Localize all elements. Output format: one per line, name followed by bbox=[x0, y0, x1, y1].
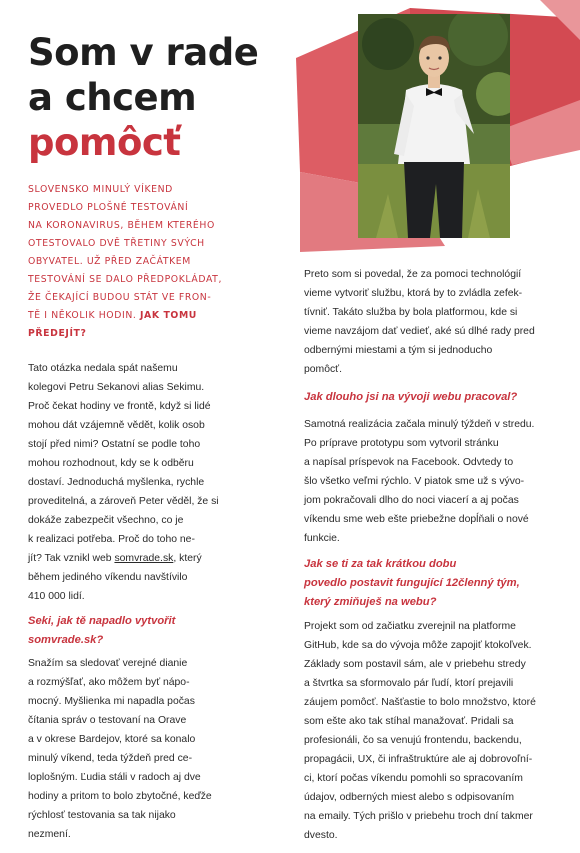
answer-paragraph-seki: Snažím sa sledovať verejné dianie a rozmýšľať, ako môžem byť nápo- mocný. Myšlienka mi napadla počas čítania správ o testovaní na Orave a v okrese Bardejov, ktoré sa konalo minulý víkend, teda týždeň pred ce- loplošným. Ľudia stáli v radoch aj dve hodiny a pritom to bolo zbytočné, keďže rýchlosť testovania sa tak nijako nezmení. bbox=[28, 658, 212, 840]
question-heading-duration: Jak dlouho jsi na vývoji webu pracoval? bbox=[304, 391, 518, 403]
portrait-photo-illustration bbox=[358, 14, 510, 238]
right-paragraph-1: Preto som si povedal, že za pomoci technológií vieme vytvoriť službu, ktorá by to zvládla zefek- tívniť. Takáto služba by bola platformou, kde si vieme navzájom dať vedieť, aké sú dlhé rady pred odbernými miestami a tým si jednoducho pomôcť. bbox=[304, 269, 535, 375]
question-heading-seki: Seki, jak tě napadlo vytvořit somvrade.sk? bbox=[28, 615, 176, 646]
lead-question-cont: PŘEDEJÍT? bbox=[28, 328, 87, 339]
right-paragraph-2: Samotná realizácia začala minulý týždeň v stredu. Po príprave prototypu som vytvoril stránku a napísal príspevok na Facebook. Odvtedy to šlo všetko veľmi rýchlo. V piatok sme už s vývo- jom pokračovali dlho do noci viacerí a aj počas víkendu sme web ešte priebežne dopĺňali o nové funkcie. bbox=[304, 419, 535, 544]
somvrade-link[interactable]: somvrade.sk bbox=[114, 553, 174, 564]
intro-paragraph: Tato otázka nedala spát našemu kolegovi Petru Sekanovi alias Sekimu. Proč čekat hodiny ve frontě, když si lidé mohou dát vzájemně vědět, kolik osob stojí před nimi? Ostatní se podle toho mohou rozhodnout, kdy se k odběru dostaví. Jednoduchá myšlenka, rychle proveditelná, a zároveň Peter věděl, že si dokáže zabezpečit všechno, co je k realizaci potřeba. Proč do toho ne- jít? Tak vznikl web somvrade.sk, který během jediného víkendu navštívilo 410 000 lidí. bbox=[28, 363, 219, 602]
title-line-1: Som v rade bbox=[28, 31, 259, 74]
question-heading-team: Jak se ti za tak krátkou dobu povedlo postavit fungující 12členný tým, který zmiňuješ na webu? bbox=[304, 558, 520, 608]
lead-question: JAK TOMU bbox=[140, 310, 197, 321]
lead-paragraph: SLOVENSKO MINULÝ VÍKEND PROVEDLO PLOŠNÉ TESTOVÁNÍ NA KORONAVIRUS, BĚHEM KTERÉHO OTESTOVALO DVĚ TŘETINY SVÝCH OBYVATEL. UŽ PŘED ZAČÁTKEM TESTOVÁNÍ SE DALO PŘEDPOKLÁDAT, ŽE ČEKAJÍCÍ BUDOU STÁT VE FRON- TĚ I NĚKOLIK HODIN. JAK TOMU PŘEDEJÍT? bbox=[28, 184, 223, 339]
title-line-3: pomôcť bbox=[28, 121, 181, 164]
right-paragraph-3: Projekt som od začiatku zverejnil na platforme GitHub, kde sa do vývoja môže zapojiť ktokoľvek. Základy som postavil sám, ale v priebehu stredy a štvrtka sa sformovalo pár ľudí, ktorí prejavili záujem pomôcť. Našťastie to bolo množstvo, ktoré som ešte ako tak stíhal manažovať. Pridali sa profesionáli, čo sa venujú frontendu, backendu, propagácii, UX, či infraštruktúre ale aj dobrovoľní- ci, ktorí počas víkendu pomohli so spracovaním údajov, odberných miest alebo s odpisovaním na emaily. Tých prišlo v priebehu troch dní takmer dvesto. bbox=[304, 621, 536, 841]
portrait-photo bbox=[358, 14, 510, 238]
title-line-2: a chcem bbox=[28, 76, 197, 119]
page-title bbox=[28, 30, 258, 165]
